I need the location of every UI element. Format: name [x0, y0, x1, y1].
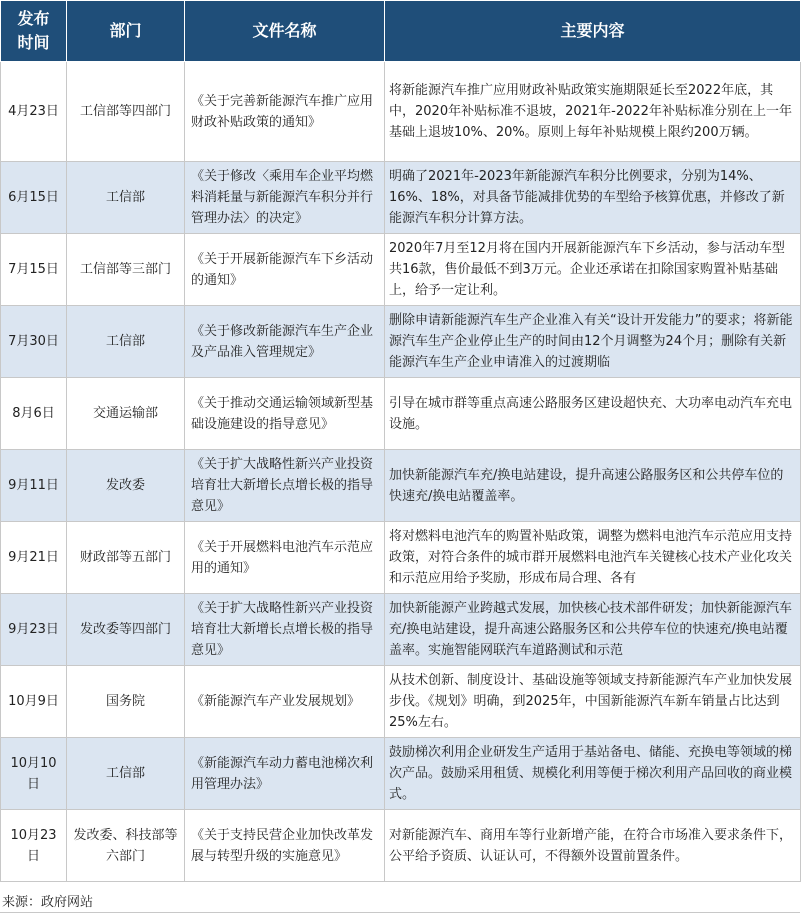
cell-content-text: 将新能源汽车推广应用财政补贴政策实施期限延长至2022年底，其中，2020年补贴标准不退坡，2021年-2022年补贴标准分别在上一年基础上退坡10%、20%。原则上每年补贴规模上限约200万辆。: [389, 83, 792, 140]
cell-content-text: 2020年7月至12月将在国内开展新能源汽车下乡活动，参与活动车型共16款，售价最低不到3万元。企业还承诺在扣除国家购置补贴基础上，给予一定让利。: [389, 241, 785, 298]
cell-content: [385, 666, 801, 738]
header-content: 主要内容: [385, 1, 801, 62]
cell-date: [1, 234, 67, 306]
cell-dept-text: 工信部等四部门: [79, 104, 171, 119]
cell-dept-text: 工信部: [105, 766, 145, 781]
header-date: 发布时间: [1, 1, 67, 62]
cell-file-text: 《关于扩大战略性新兴产业投资培育壮大新增长点增长极的指导意见》: [191, 457, 374, 514]
cell-date-text: 9月21日: [8, 550, 59, 565]
cell-content-text: 明确了2021年-2023年新能源汽车积分比例要求，分别为14%、16%、18%，对具备节能减排优势的车型给予核算优惠，并修改了新能源汽车积分计算方法。: [389, 169, 785, 226]
table-row: [1, 450, 801, 522]
table-row: [1, 594, 801, 666]
cell-dept: [67, 810, 185, 882]
table-row: [1, 62, 801, 162]
header-dept: 部门: [67, 1, 185, 62]
cell-file: [185, 522, 385, 594]
cell-content-text: 将对燃料电池汽车的购置补贴政策，调整为燃料电池汽车示范应用支持政策，对符合条件的城市群开展燃料电池汽车关键核心技术产业化攻关和示范应用给予奖励，形成布局合理、各有: [389, 529, 793, 586]
cell-dept: [67, 594, 185, 666]
cell-date-text: 7月30日: [8, 334, 59, 349]
cell-date-text: 10月23日: [10, 827, 57, 864]
cell-date-text: 10月9日: [8, 694, 59, 709]
cell-file: [185, 594, 385, 666]
cell-dept: [67, 234, 185, 306]
cell-content-text: 对新能源汽车、商用车等行业新增产能，在符合市场准入要求条件下，公平给予资质、认证认可，不得额外设置前置条件。: [389, 827, 793, 864]
cell-date-text: 9月23日: [8, 622, 59, 637]
cell-date: [1, 378, 67, 450]
cell-date: [1, 162, 67, 234]
source-note: 来源：政府网站: [2, 895, 94, 910]
cell-dept-text: 工信部等三部门: [79, 262, 171, 277]
cell-file: [185, 378, 385, 450]
cell-dept: [67, 522, 185, 594]
cell-file: [185, 450, 385, 522]
cell-content: [385, 450, 801, 522]
cell-date: [1, 450, 67, 522]
cell-content: [385, 378, 801, 450]
table-row: [1, 522, 801, 594]
cell-file-text: 《关于支持民营企业加快改革发展与转型升级的实施意见》: [191, 827, 374, 864]
cell-file: [185, 306, 385, 378]
cell-date-text: 10月10日: [10, 755, 57, 792]
table-row: [1, 810, 801, 882]
cell-file-text: 《新能源汽车产业发展规划》: [191, 694, 361, 709]
cell-file-text: 《关于修改新能源汽车生产企业及产品准入管理规定》: [191, 323, 374, 360]
cell-file-text: 《新能源汽车动力蓄电池梯次利用管理办法》: [191, 755, 374, 792]
table-row: [1, 162, 801, 234]
cell-content-text: 从技术创新、制度设计、基础设施等领域支持新能源汽车产业加快发展步伐。《规划》明确，到2025年，中国新能源汽车新车销量占比达到25%左右。: [389, 673, 793, 730]
cell-dept-text: 发改委、科技部等六部门: [73, 827, 178, 864]
cell-content: [385, 738, 801, 810]
cell-dept-text: 发改委等四部门: [79, 622, 171, 637]
cell-dept-text: 交通运输部: [92, 406, 158, 421]
cell-file: [185, 162, 385, 234]
cell-content: [385, 810, 801, 882]
cell-file: [185, 62, 385, 162]
table-header-row: [1, 1, 801, 62]
cell-file-text: 《关于扩大战略性新兴产业投资培育壮大新增长点增长极的指导意见》: [191, 601, 374, 658]
cell-dept: [67, 378, 185, 450]
cell-dept-text: 国务院: [105, 694, 145, 709]
cell-content-text: 加快新能源产业跨越式发展，加快核心技术部件研发；加快新能源汽车充/换电站建设，提升高速公路服务区和公共停车位的快速充/换电站覆盖率。实施智能网联汽车道路测试和示范: [389, 601, 793, 658]
table-row: [1, 666, 801, 738]
table-row: [1, 738, 801, 810]
cell-file: [185, 234, 385, 306]
cell-date-text: 9月11日: [8, 478, 59, 493]
cell-file-text: 《关于修改〈乘用车企业平均燃料消耗量与新能源汽车积分并行管理办法〉的决定》: [191, 169, 374, 226]
cell-content: [385, 522, 801, 594]
cell-date-text: 4月23日: [8, 104, 59, 119]
cell-file-text: 《关于开展新能源汽车下乡活动的通知》: [191, 251, 374, 288]
cell-file: [185, 666, 385, 738]
cell-dept-text: 工信部: [105, 334, 145, 349]
cell-file-text: 《关于推动交通运输领域新型基础设施建设的指导意见》: [191, 395, 374, 432]
cell-content-text: 删除申请新能源汽车生产企业准入有关“设计开发能力”的要求；将新能源汽车生产企业停止生产的时间由12个月调整为24个月；删除有关新能源汽车生产企业申请准入的过渡期临: [389, 313, 793, 370]
cell-date: [1, 306, 67, 378]
cell-content: [385, 306, 801, 378]
cell-file-text: 《关于完善新能源汽车推广应用财政补贴政策的通知》: [191, 93, 374, 130]
cell-dept: [67, 306, 185, 378]
cell-date: [1, 522, 67, 594]
cell-content: [385, 594, 801, 666]
header-file: 文件名称: [185, 1, 385, 62]
cell-content-text: 加快新能源汽车充/换电站建设，提升高速公路服务区和公共停车位的快速充/换电站覆盖率。: [389, 467, 784, 504]
cell-content-text: 鼓励梯次利用企业研发生产适用于基站备电、储能、充换电等领域的梯次产品。鼓励采用租赁、规模化利用等便于梯次利用产品回收的商业模式。: [389, 745, 793, 802]
bottom-divider: [0, 912, 800, 913]
cell-date: [1, 594, 67, 666]
cell-file-text: 《关于开展燃料电池汽车示范应用的通知》: [191, 539, 374, 576]
cell-content: [385, 162, 801, 234]
cell-dept-text: 工信部: [105, 190, 145, 205]
cell-file: [185, 738, 385, 810]
cell-file: [185, 810, 385, 882]
table-row: [1, 234, 801, 306]
cell-dept-text: 财政部等五部门: [79, 550, 171, 565]
cell-date-text: 7月15日: [8, 262, 59, 277]
cell-date-text: 6月15日: [8, 190, 59, 205]
cell-dept: [67, 62, 185, 162]
cell-date: [1, 738, 67, 810]
cell-dept: [67, 666, 185, 738]
cell-dept: [67, 450, 185, 522]
cell-date: [1, 62, 67, 162]
cell-date-text: 8月6日: [12, 406, 55, 421]
cell-dept-text: 发改委: [105, 478, 145, 493]
cell-content-text: 引导在城市群等重点高速公路服务区建设超快充、大功率电动汽车充电设施。: [389, 395, 793, 432]
cell-content: [385, 234, 801, 306]
cell-date: [1, 666, 67, 738]
cell-dept: [67, 162, 185, 234]
table-row: [1, 378, 801, 450]
table-row: [1, 306, 801, 378]
cell-dept: [67, 738, 185, 810]
cell-content: [385, 62, 801, 162]
table-body: [1, 62, 801, 882]
cell-date: [1, 810, 67, 882]
